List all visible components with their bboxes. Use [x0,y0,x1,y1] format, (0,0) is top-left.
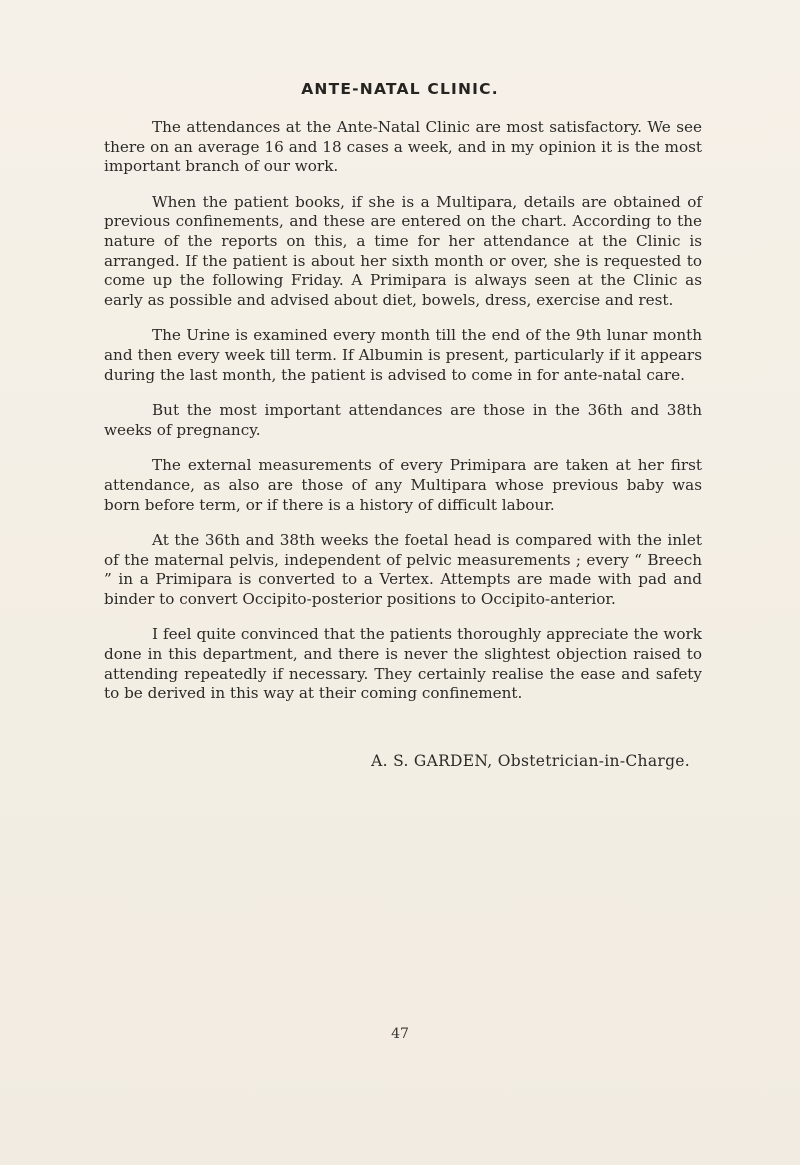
paragraph-foetal-head: At the 36th and 38th weeks the foetal head is compared with the inlet of the maternal pelvis, independent of pelvic measurements ; every “ Breech ” in a Primipara is converted to a Vertex. Attempts are made with pad and binder to convert Occipito-posterior positions to Occipito-anterior. [104,531,702,608]
paragraph-booking: When the patient books, if she is a Multipara, details are obtained of previous confinements, and these are entered on the chart. According to the nature of the reports on this, a time for her attendance at the Clinic is arranged. If the patient is about her sixth month or over, she is requested to come up the following Friday. A Primipara is always seen at the Clinic as early as possible and advised about diet, bowels, dress, exercise and rest. [104,192,702,309]
paragraph-important-attendances: But the most important attendances are those in the 36th and 38th weeks of pregnancy. [104,401,702,439]
page-number: 47 [391,1026,409,1042]
paragraph-urine: The Urine is examined every month till the end of the 9th lunar month and then every week till term. If Albumin is present, particularly if it appears during the last month, the patient is advised to come in for ante-natal care. [104,326,702,384]
document-body [104,118,702,720]
signature-line: A. S. GARDEN, Obstetrician-in-Charge. [371,752,690,770]
paragraph-attendances: The attendances at the Ante-Natal Clinic are most satisfactory. We see there on an average 16 and 18 cases a week, and in my opinion it is the most important branch of our work. [104,118,702,176]
paragraph-measurements: The external measurements of every Primipara are taken at her first attendance, as also are those of any Multipara whose previous baby was born before term, or if there is a history of difficult labour. [104,456,702,514]
paragraph-appreciation: I feel quite convinced that the patients thoroughly appreciate the work done in this department, and there is never the slightest objection raised to attending repeatedly if necessary. They certainly realise the ease and safety to be derived in this way at their coming confinement. [104,625,702,703]
page-title: ANTE-NATAL CLINIC. [301,80,499,98]
